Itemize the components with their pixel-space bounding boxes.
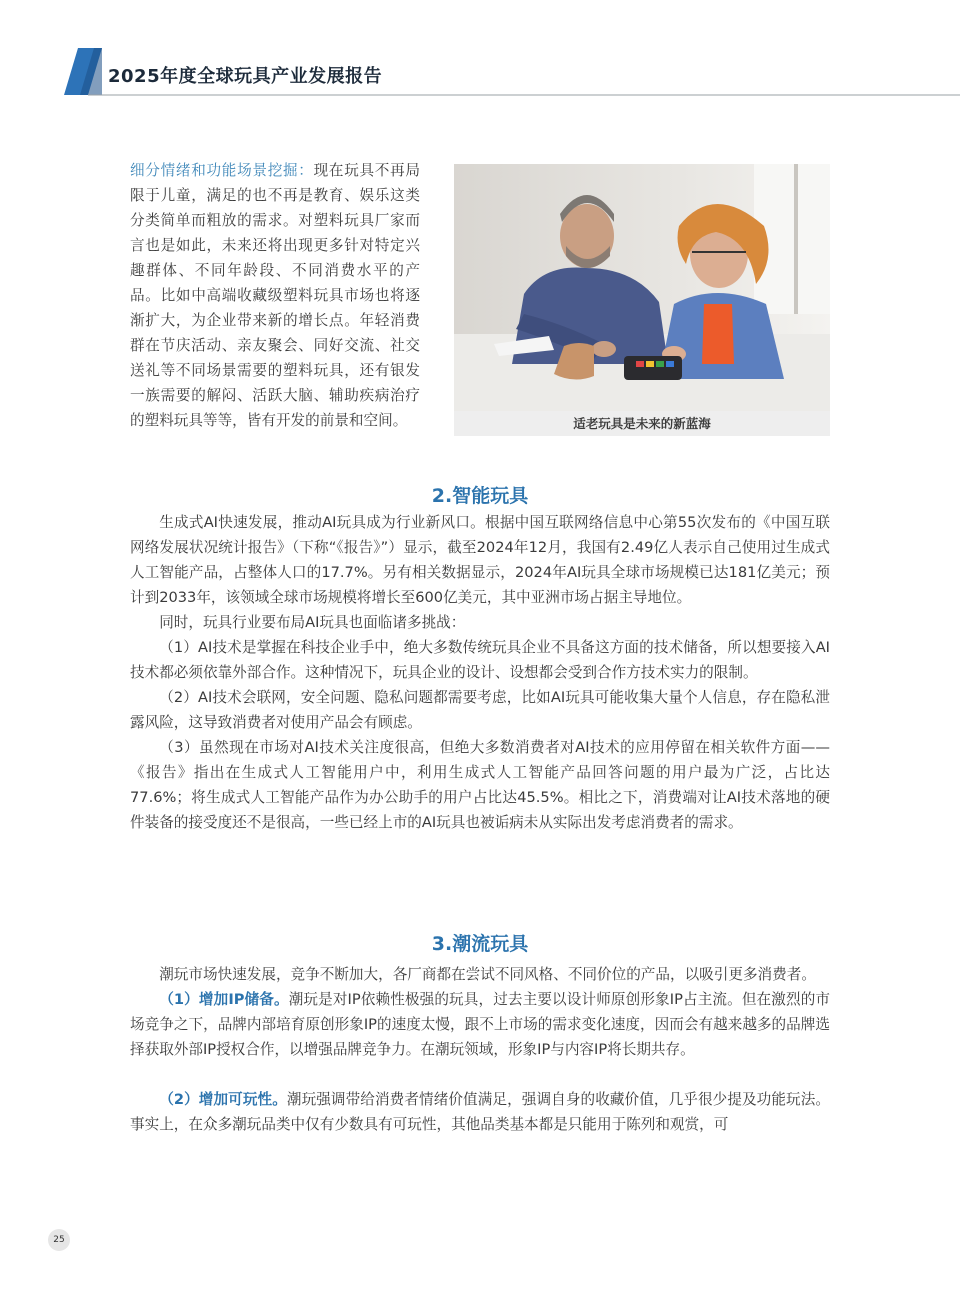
elderly-toy-photo xyxy=(454,164,830,411)
paragraph: （3）虽然现在市场对AI技术关注度很高，但绝大多数消费者对AI技术的应用停留在相关软件方面——《报告》指出在生成式人工智能用户中，利用生成式人工智能产品回答问题的用户最为广泛，占比达77.6%；将生成式人工智能产品作为办公助手的用户占比达45.5%。相比之下，消费端对让AI技术落地的硬件装备的接受度还不是很高，一些已经上市的AI玩具也被诟病未从实际出发考虑消费者的需求。 xyxy=(130,739,830,831)
section-body-trend-toys xyxy=(130,962,830,1137)
subheading-label: （1）增加IP储备。 xyxy=(159,991,289,1008)
paragraph-text: 潮玩强调带给消费者情绪价值满足，强调自身的收藏价值，几乎很少提及功能玩法。事实上，在众多潮玩品类中仅有少数具有可玩性，其他品类基本都是只能用于陈列和观赏，可 xyxy=(130,1091,831,1133)
intro-paragraph xyxy=(130,158,420,433)
paragraph-ip-reserve xyxy=(130,987,830,1062)
page-header xyxy=(0,0,960,100)
paragraph: 同时，玩具行业要布局AI玩具也面临诸多挑战： xyxy=(159,614,466,631)
paragraph: （1）AI技术是掌握在科技企业手中，绝大多数传统玩具企业不具备这方面的技术储备，所以想要接入AI技术都必须依靠外部合作。这种情况下，玩具企业的设计、设想都会受到合作方技术实力的限制。 xyxy=(130,639,830,681)
paragraph: 生成式AI快速发展，推动AI玩具成为行业新风口。根据中国互联网络信息中心第55次发布的《中国互联网络发展状况统计报告》（下称“《报告》”）显示，截至2024年12月，我国有2.49亿人表示自己使用过生成式人工智能产品，占整体人口的17.7%。另有相关数据显示，2024年AI玩具全球市场规模已达181亿美元；预计到2033年，该领域全球市场规模将增长至600亿美元，其中亚洲市场占据主导地位。 xyxy=(130,514,830,606)
paragraph-playability xyxy=(130,1087,830,1137)
report-title: 2025年度全球玩具产业发展报告 xyxy=(108,66,383,87)
paragraph: （2）AI技术会联网，安全问题、隐私问题都需要考虑，比如AI玩具可能收集大量个人信息，存在隐私泄露风险，这导致消费者对使用产品会有顾虑。 xyxy=(130,689,830,731)
section-heading-trend-toys: 3.潮流玩具 xyxy=(431,933,529,955)
photo-figure xyxy=(454,164,830,436)
section-body-smart-toys xyxy=(130,510,830,835)
paragraph-text: 潮玩是对IP依赖性极强的玩具，过去主要以设计师原创形象IP占主流。但在激烈的市场竞争之下，品牌内部培育原创形象IP的速度太慢，跟不上市场的需求变化速度，因而会有越来越多的品牌选择获取外部IP授权合作，以增强品牌竞争力。在潮玩领域，形象IP与内容IP将长期共存。 xyxy=(130,991,830,1058)
intro-lead-label: 细分情绪和功能场景挖掘： xyxy=(130,162,314,179)
section-heading-smart-toys: 2.智能玩具 xyxy=(431,485,529,507)
subheading-label: （2）增加可玩性。 xyxy=(159,1091,287,1108)
page-number: 25 xyxy=(48,1229,70,1251)
intro-text: 现在玩具不再局限于儿童，满足的也不再是教育、娱乐这类分类简单而粗放的需求。对塑料玩具厂家而言也是如此，未来还将出现更多针对特定兴趣群体、不同年龄段、不同消费水平的产品。比如中高端收藏级塑料玩具市场也将逐渐扩大，为企业带来新的增长点。年轻消费群在节庆活动、亲友聚会、同好交流、社交送礼等不同场景需要的塑料玩具，还有银发一族需要的解闷、活跃大脑、辅助疾病治疗的塑料玩具等等，皆有开发的前景和空间。 xyxy=(130,162,420,429)
paragraph: 潮玩市场快速发展，竞争不断加大，各厂商都在尝试不同风格、不同价位的产品，以吸引更多消费者。 xyxy=(159,966,816,983)
photo-caption: 适老玩具是未来的新蓝海 xyxy=(573,416,711,431)
